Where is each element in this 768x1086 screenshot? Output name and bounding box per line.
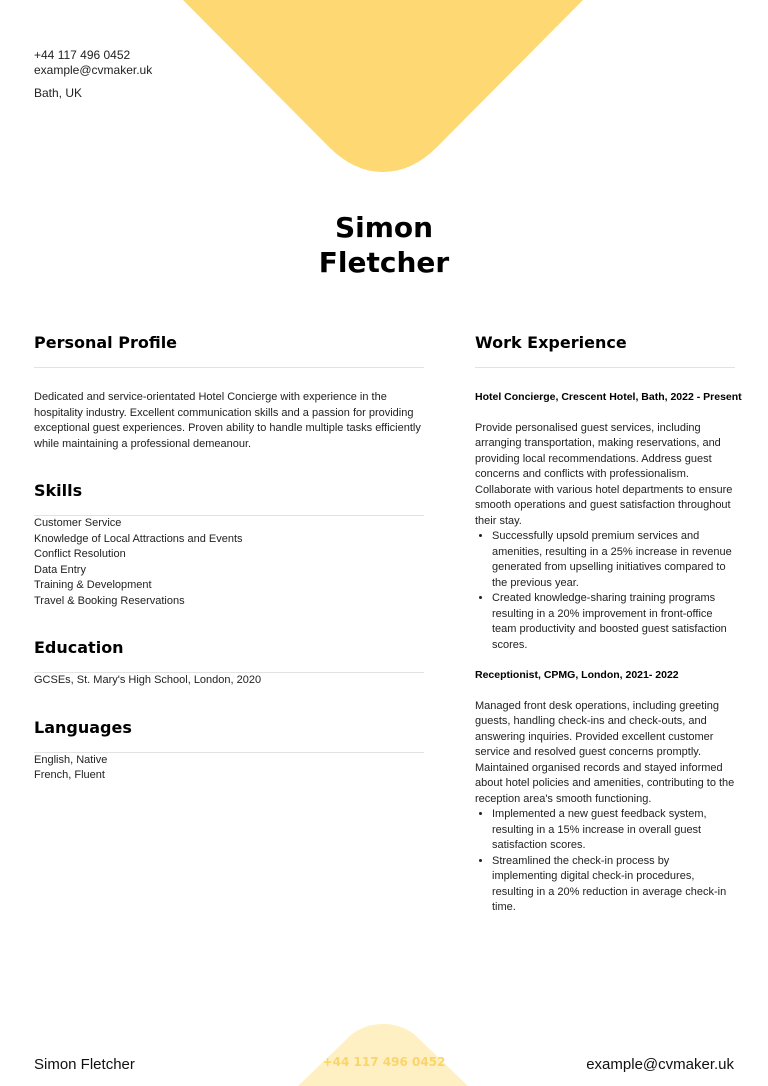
footer-email: example@cvmaker.uk [586,1056,734,1073]
job-entry [475,390,742,653]
education-heading: Education [34,637,424,673]
job-description: Managed front desk operations, including greeting guests, handling check-ins and check-outs, and answering inquiries. Provided excellent customer service and resolved guest concerns promptly. Maintained organised records and stayed informed about hotel policies and amenities, contributing to the reception area's smooth functioning. [475,699,735,805]
achievement-item: • Implemented a new guest feedback system, resulting in a 15% increase in overall guest satisfaction scores. [492,807,735,854]
achievement-item: • Successfully upsold premium services and amenities, resulting in a 25% increase in revenue generated from upselling initiatives compared to the previous year. [492,529,735,591]
skill-item: Data Entry [34,563,86,576]
job-title: Hotel Concierge, Crescent Hotel, Bath, 2022 - Present [475,391,742,403]
skill-item: Training & Development [34,579,152,591]
achievement-item: • Streamlined the check-in process by implementing digital check-in procedures, resulting in a 20% reduction in average check-in time. [492,854,735,916]
education-section [34,637,424,689]
profile-section [34,332,424,452]
language-item: French, Fluent [34,769,105,781]
contact-block [34,48,152,101]
footer-name: Simon Fletcher [34,1056,135,1073]
job-title: Receptionist, CPMG, London, 2021- 2022 [475,669,679,681]
contact-location: Bath, UK [34,86,83,100]
profile-text: Dedicated and service-orientated Hotel Concierge with experience in the hospitality industry. Excellent communication skills and a passion for providing exceptional guest experiences. Proven ability to handle multiple tasks efficiently while maintaining a professional demeanour. [34,391,421,450]
left-column [34,332,424,812]
skills-heading: Skills [34,480,424,516]
skill-item: Conflict Resolution [34,548,126,560]
job-description: Provide personalised guest services, including arranging transportation, making reservations, and providing local recommendations. Address guest concerns and conflicts with professionalism. Collaborate with various hotel departments to ensure smooth operations and guest satisfaction throughout their stay. [475,421,733,527]
education-list [34,673,424,689]
contact-email: example@cvmaker.uk [34,63,153,77]
skill-item: Knowledge of Local Attractions and Events [34,532,243,545]
skill-item: Travel & Booking Reservations [34,594,185,607]
top-yellow-chevron [183,0,583,172]
work-heading: Work Experience [475,332,735,368]
language-item: English, Native [34,753,108,766]
languages-heading: Languages [34,717,424,753]
skill-item: Customer Service [34,517,122,529]
skills-list [34,516,424,609]
right-column [475,332,742,916]
candidate-last-name: Fletcher [318,246,450,279]
achievement-item: • Created knowledge-sharing training programs resulting in a 20% improvement in front-office team productivity and boosted guest satisfaction scores. [492,591,735,653]
job-achievements [475,529,735,653]
job-entry [475,668,735,916]
bottom-decorative-shape [0,1020,768,1086]
languages-list [34,753,424,784]
contact-phone: +44 117 496 0452 [34,48,131,62]
job-achievements [475,807,735,916]
candidate-name [0,210,768,280]
languages-section [34,717,424,784]
skills-section [34,480,424,609]
candidate-first-name: Simon [334,211,434,244]
education-item: GCSEs, St. Mary's High School, London, 2020 [34,674,262,686]
profile-heading: Personal Profile [34,332,424,368]
footer-phone: +44 117 496 0452 [322,1055,446,1069]
